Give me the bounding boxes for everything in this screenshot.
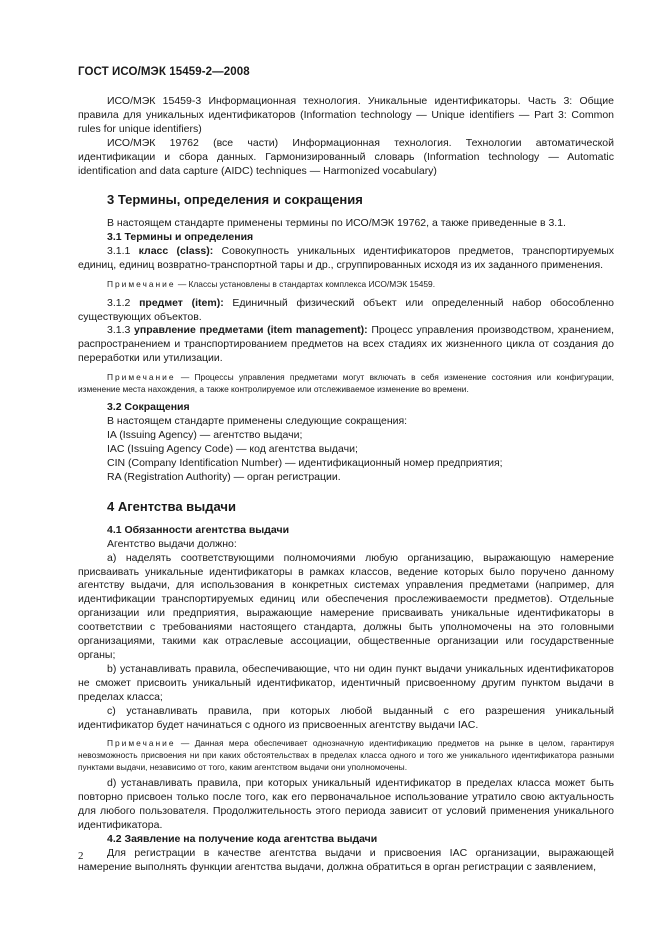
note-label: Примечание	[107, 279, 176, 290]
term-number: 3.1.2	[107, 296, 131, 309]
reference-19762: ИСО/МЭК 19762 (все части) Информационная технология. Технологии автоматической идентификации и сбора данных. Гармонизированный словарь (Information technology — Automatic identification and data capture (AIDC) techniques — Harmonized vocabulary)	[78, 136, 614, 177]
reference-15459-3: ИСО/МЭК 15459-3 Информационная технология. Уникальные идентификаторы. Часть 3: Общие правила для уникальных идентификаторов (Information technology — Unique identifiers — Part 3: Common rules for unique identifiers)	[78, 95, 614, 135]
section-3-1-title: 3.1 Термины и определения	[107, 231, 254, 244]
term-definition: Совокупность уникальных идентификаторов предметов, транспортируемых единиц, единиц возвратно-транспортной тары и др., сгруппированных исходя из их заданного применения.	[78, 245, 615, 272]
duty-a: а) наделять соответствующими полномочиями любую организацию, выражающую намерение присваивать уникальные идентификаторы в рамках классов, ведение которых было поручено данному агентству выдачи, для использования в конкретных системах управления предметами (например, для идентификации транспортируемых единиц или обеспечения прослеживаемости предметов). Отдельные организации или предприятия, выражающие намерение присваивать уникальные идентификаторы в соответствии с требованиями настоящего стандарта, должны быть уполномочены на это головными организациями, такими как отраслевые ассоциации, общественные организации или государственные органы;	[78, 551, 614, 661]
page-header: ГОСТ ИСО/МЭК 15459-2—2008	[78, 66, 250, 78]
note-text: — Классы установлены в стандартах комплекса ИСО/МЭК 15459.	[177, 279, 436, 290]
term-name: предмет (item):	[139, 296, 224, 309]
section-3-intro: В настоящем стандарте применены термины по ИСО/МЭК 19762, а также приведенные в 3.1.	[107, 217, 566, 230]
page-number: 2	[78, 850, 84, 862]
page-content	[78, 95, 614, 875]
section-4-1-intro: Агентство выдачи должно:	[107, 537, 237, 550]
section-4-2-text: Для регистрации в качестве агентства выдачи и присвоения IAC организации, выражающей намерение выполнять функции агентства выдачи, должна обратиться в орган регистрации с заявлением,	[78, 846, 614, 873]
abbreviation-ia: IA (Issuing Agency) — агентство выдачи;	[107, 429, 303, 442]
duty-d: d) устанавливать правила, при которых уникальный идентификатор в пределах класса может быть повторно присвоен только после того, как его первоначальное использование утратило свою актуальность для любого пользователя. Продолжительность этого периода зависит от условий применения уникального идентификатора.	[78, 777, 614, 831]
note-label: Примечание	[107, 372, 176, 383]
term-3-1-2	[78, 297, 614, 325]
abbreviation-cin: CIN (Company Identification Number) — идентификационный номер предприятия;	[107, 457, 503, 469]
abbreviation-ra: RA (Registration Authority) — орган регистрации.	[107, 470, 341, 483]
term-3-1-1	[78, 245, 614, 273]
section-4-1-title: 4.1 Обязанности агентства выдачи	[107, 523, 290, 536]
term-number: 3.1.3	[107, 324, 131, 337]
term-3-1-3	[78, 324, 614, 366]
note-unique-identification	[78, 738, 614, 773]
duty-c: c) устанавливать правила, при которых любой выданный с его разрешения уникальный идентификатор будет начинаться с одного из присвоенных агентству выдачи IAC.	[78, 704, 614, 731]
term-definition: Единичный физический объект или определенный набор обособленно существующих объектов.	[78, 296, 615, 323]
section-4-title: 4 Агентства выдачи	[107, 498, 236, 514]
term-definition: Процесс управления производством, хранением, распространением и транспортированием предметов на всех стадиях их жизненного цикла от создания до переработки или утилизации.	[78, 324, 615, 365]
term-name: управление предметами (item management):	[134, 324, 368, 337]
note-text: — Данная мера обеспечивает однозначную идентификацию предметов на рынке в целом, гарантируя невозможность присвоения ни при каких обстоятельствах в пределах класса одного и того же уникального идентификатора разными пунктами выдачи, независимо от того, каким агентством выдачи они уполномочены.	[78, 738, 614, 772]
section-3-2-title: 3.2 Сокращения	[107, 401, 190, 414]
section-3-title: 3 Термины, определения и сокращения	[107, 192, 363, 208]
term-name: класс (class):	[138, 245, 214, 258]
note-label: Примечание	[107, 738, 176, 749]
term-number: 3.1.1	[107, 245, 131, 258]
note-item-management	[78, 372, 614, 395]
section-4-2-title: 4.2 Заявление на получение кода агентства выдачи	[107, 832, 378, 845]
abbreviations-intro: В настоящем стандарте применены следующие сокращения:	[107, 415, 408, 428]
note-text: — Процессы управления предметами могут включать в себя изменение состояния или конфигурации, изменение места нахождения, а также контролируемое или отслеживаемое изменение во времени.	[78, 372, 614, 394]
duty-b: b) устанавливать правила, обеспечивающие, что ни один пункт выдачи уникальных идентификаторов не сможет присвоить уникальный идентификатор, идентичный присвоенному другим пунктом выдачи в пределах класса;	[78, 662, 614, 703]
note-classes	[78, 279, 614, 291]
abbreviation-iac: IAC (Issuing Agency Code) — код агентства выдачи;	[107, 443, 358, 456]
